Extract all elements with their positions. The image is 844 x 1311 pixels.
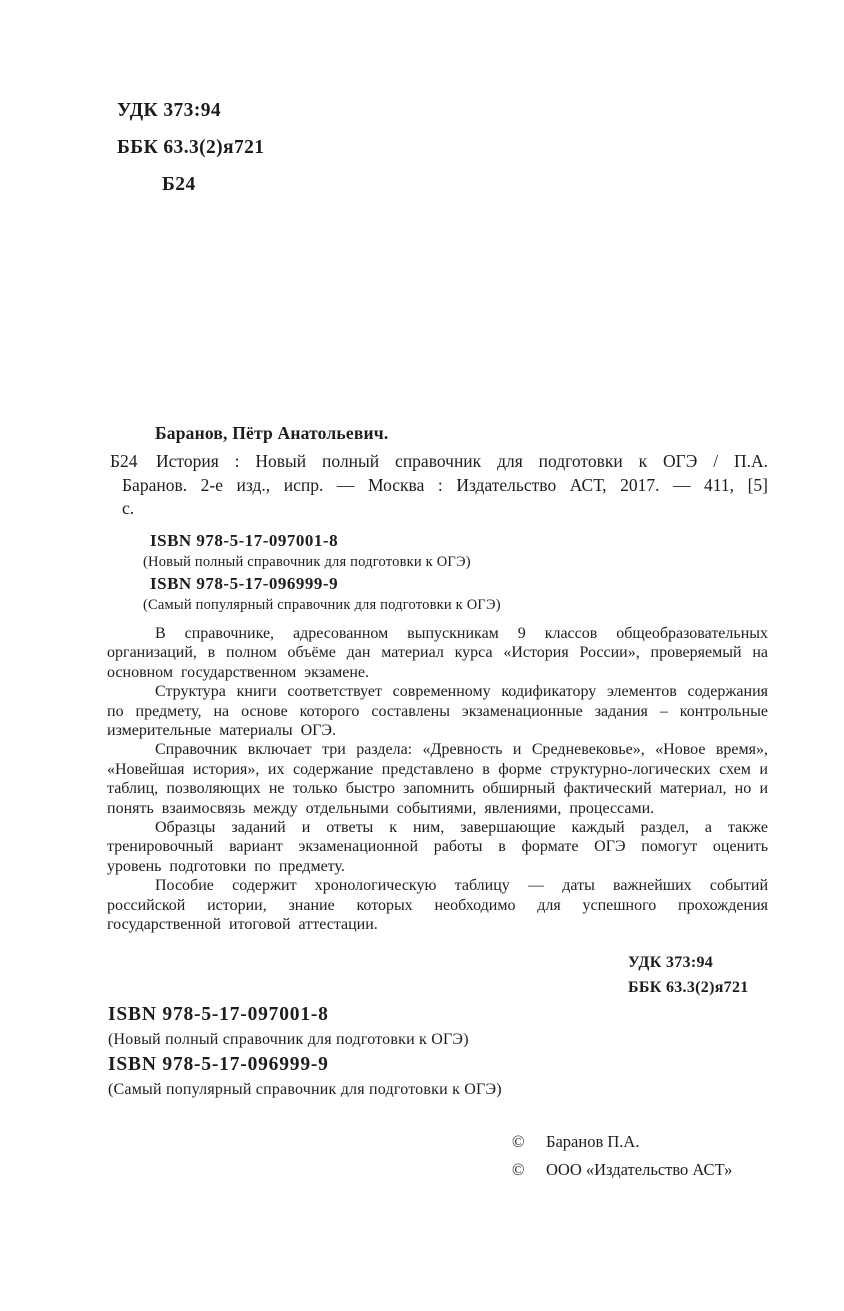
isbn-series: (Самый популярный справочник для подготовки к ОГЭ)	[143, 596, 501, 613]
entry-author-mark: Б24	[110, 451, 138, 471]
copyright-line	[512, 1156, 732, 1184]
entry-text: История : Новый полный справочник для подготовки к ОГЭ / П.А. Баранов. 2-е изд., испр. — Москва : Издательство АСТ, 2017. — 411, [5] с.	[122, 451, 768, 518]
isbn-series: (Новый полный справочник для подготовки к ОГЭ)	[108, 1031, 469, 1048]
copyright-symbol: ©	[512, 1160, 525, 1179]
annotation-paragraph: Пособие содержит хронологическую таблицу — даты важнейших событий российской истории, знание которых необходимо для успешного прохождения государственной итоговой аттестации.	[107, 877, 768, 934]
udk-code: УДК 373:94	[117, 100, 222, 121]
bibliographic-entry	[110, 450, 768, 521]
copyright-block	[512, 1128, 732, 1184]
copyright-symbol: ©	[512, 1132, 525, 1151]
isbn-series: (Самый популярный справочник для подготовки к ОГЭ)	[108, 1081, 502, 1098]
copyright-holder: Баранов П.А.	[546, 1132, 640, 1151]
isbn-number: ISBN 978-5-17-096999-9	[150, 574, 339, 593]
isbn-footer-block	[108, 1002, 502, 1102]
isbn-number: ISBN 978-5-17-097001-8	[108, 1004, 329, 1025]
copyright-holder: ООО «Издательство АСТ»	[546, 1160, 733, 1179]
udk-code: УДК 373:94	[628, 954, 714, 971]
author-heading: Баранов, Пётр Анатольевич.	[155, 423, 389, 443]
annotation-paragraph: Структура книги соответствует современному кодификатору элементов содержания по предмету, на основе которого составлены экзаменационные задания – контрольные измерительные материалы ОГЭ.	[107, 683, 768, 740]
isbn-number: ISBN 978-5-17-097001-8	[150, 531, 339, 550]
catalog-isbn-block	[143, 530, 501, 616]
isbn-series: (Новый полный справочник для подготовки к ОГЭ)	[143, 553, 471, 570]
copyright-line	[512, 1128, 732, 1156]
classification-codes-right	[628, 951, 749, 1000]
author-mark: Б24	[162, 174, 196, 195]
bbk-code: ББК 63.3(2)я721	[117, 137, 265, 158]
top-classification-codes	[117, 92, 264, 203]
annotation-block	[107, 624, 768, 935]
annotation-paragraph: В справочнике, адресованном выпускникам 9 классов общеобразовательных организаций, в полном объёме дан материал курса «История России», проверяемый на основном государственном экзамене.	[107, 625, 768, 681]
isbn-number: ISBN 978-5-17-096999-9	[108, 1054, 329, 1075]
annotation-paragraph: Образцы заданий и ответы к ним, завершающие каждый раздел, а также тренировочный вариант экзаменационной работы в формате ОГЭ помогут оценить уровень подготовки по предмету.	[107, 819, 768, 875]
bbk-code: ББК 63.3(2)я721	[628, 978, 749, 996]
annotation-paragraph: Справочник включает три раздела: «Древность и Средневековье», «Новое время», «Новейшая история», их содержание представлено в форме структурно-логических схем и таблиц, позволяющих не только быстро запомнить обширный фактический материал, но и понять взаимосвязь между отдельными событиями, явлениями, процессами.	[107, 741, 768, 817]
